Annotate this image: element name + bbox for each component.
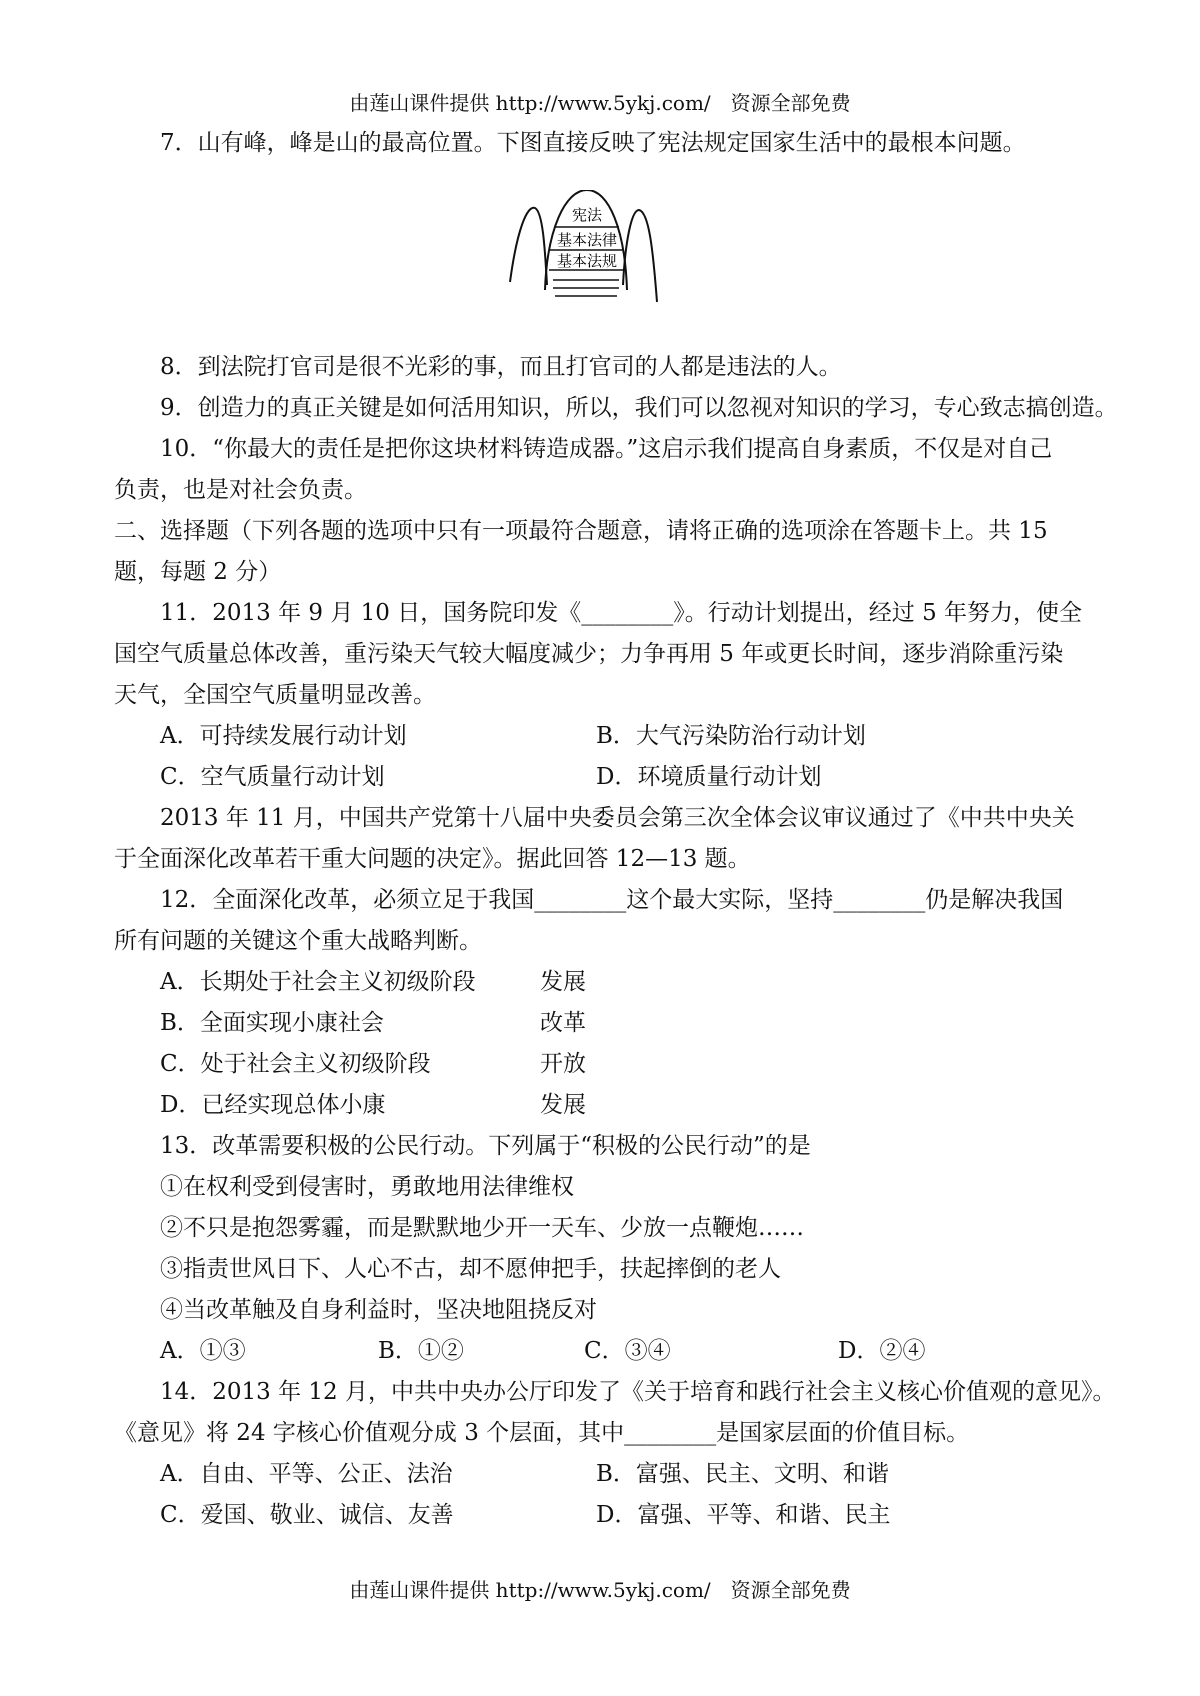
question-12-line2: 所有问题的关键这个重大战略判断。	[114, 928, 482, 954]
question-14-option-a: A．自由、平等、公正、法治	[160, 1461, 453, 1487]
question-13-option-b: B．①②	[378, 1338, 464, 1364]
question-12-option-c: C．处于社会主义初级阶段	[160, 1051, 431, 1077]
intro-12-13-line2: 于全面深化改革若干重大问题的决定》。据此回答 12—13 题。	[114, 846, 751, 872]
question-14-option-d: D．富强、平等、和谐、民主	[596, 1502, 891, 1528]
question-13-statement-1: ①在权利受到侵害时，勇敢地用法律维权	[160, 1174, 574, 1200]
question-11-option-d: D．环境质量行动计划	[596, 764, 822, 790]
question-11-line1: 11．2013 年 9 月 10 日，国务院印发《________》。行动计划提出，经过 5 年努力，使全	[160, 600, 1083, 626]
page-header: 由莲山课件提供 http://www.5ykj.com/ 资源全部免费	[349, 91, 851, 115]
question-14-option-b: B．富强、民主、文明、和谐	[596, 1461, 889, 1487]
question-13-statement-4: ④当改革触及自身利益时，坚决地阻挠反对	[160, 1297, 597, 1323]
mountain-diagram	[505, 190, 670, 330]
question-13-option-c: C．③④	[584, 1338, 671, 1364]
question-12-option-d: D．已经实现总体小康	[160, 1092, 386, 1118]
question-13-stem: 13．改革需要积极的公民行动。下列属于“积极的公民行动”的是	[160, 1133, 811, 1159]
question-13-option-a: A．①③	[160, 1338, 246, 1364]
question-12-line1: 12．全面深化改革，必须立足于我国________这个最大实际，坚持________仍是解决我国	[160, 887, 1064, 913]
question-11-option-a: A．可持续发展行动计划	[160, 723, 407, 749]
question-13-statement-3: ③指责世风日下、人心不古，却不愿伸把手，扶起摔倒的老人	[160, 1256, 781, 1282]
question-10-line1: 10．“你最大的责任是把你这块材料铸造成器。”这启示我们提高自身素质，不仅是对自己	[160, 436, 1053, 462]
question-13-statement-2: ②不只是抱怨雾霾，而是默默地少开一天车、少放一点鞭炮……	[160, 1215, 804, 1241]
question-12-option-c-answer: 开放	[540, 1051, 586, 1077]
question-12-option-b: B．全面实现小康社会	[160, 1010, 384, 1036]
question-14-option-c: C．爱国、敬业、诚信、友善	[160, 1502, 454, 1528]
question-9: 9．创造力的真正关键是如何活用知识，所以，我们可以忽视对知识的学习，专心致志搞创造。	[160, 395, 1118, 421]
figure-label-basic-regulations: 基本法规	[556, 252, 618, 270]
question-8: 8．到法院打官司是很不光彩的事，而且打官司的人都是违法的人。	[160, 354, 842, 380]
page-footer: 由莲山课件提供 http://www.5ykj.com/ 资源全部免费	[349, 1578, 851, 1602]
question-12-option-a-answer: 发展	[540, 969, 586, 995]
mountain-figure	[505, 190, 670, 330]
figure-label-basic-law: 基本法律	[556, 231, 618, 249]
question-14-line2: 《意见》将 24 字核心价值观分成 3 个层面，其中________是国家层面的价值目标。	[114, 1420, 970, 1446]
question-13-option-d: D．②④	[838, 1338, 926, 1364]
question-14-line1: 14．2013 年 12 月，中共中央办公厅印发了《关于培育和践行社会主义核心价值观的意见》。	[160, 1379, 1116, 1405]
question-12-option-a: A．长期处于社会主义初级阶段	[160, 969, 476, 995]
question-11-option-b: B．大气污染防治行动计划	[596, 723, 866, 749]
intro-12-13-line1: 2013 年 11 月，中国共产党第十八届中央委员会第三次全体会议审议通过了《中共中央关	[160, 805, 1075, 831]
question-12-option-b-answer: 改革	[540, 1010, 586, 1036]
question-11-line2: 国空气质量总体改善，重污染天气较大幅度减少；力争再用 5 年或更长时间，逐步消除重污染	[114, 641, 1064, 667]
figure-label-constitution: 宪法	[571, 206, 603, 224]
section-2-heading-line2: 题，每题 2 分）	[114, 559, 282, 585]
question-11-line3: 天气，全国空气质量明显改善。	[114, 682, 436, 708]
question-11-option-c: C．空气质量行动计划	[160, 764, 385, 790]
section-2-heading-line1: 二、选择题（下列各题的选项中只有一项最符合题意，请将正确的选项涂在答题卡上。共 15	[114, 518, 1048, 544]
question-7: 7．山有峰，峰是山的最高位置。下图直接反映了宪法规定国家生活中的最根本问题。	[160, 130, 1026, 156]
question-10-line2: 负责，也是对社会负责。	[114, 477, 367, 503]
question-12-option-d-answer: 发展	[540, 1092, 586, 1118]
